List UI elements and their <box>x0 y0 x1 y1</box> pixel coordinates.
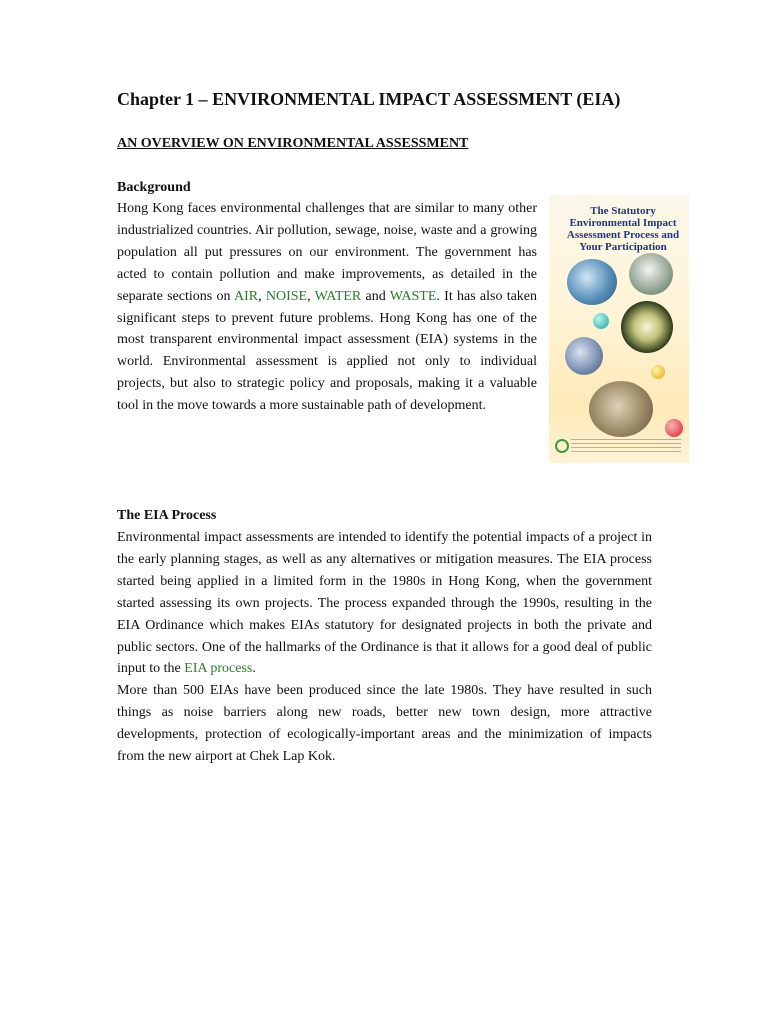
air-link[interactable]: AIR <box>233 288 259 304</box>
epd-logo-icon <box>555 439 569 453</box>
brochure-cover-title: The Statutory Environmental Impact Assessment Process and Your Participation <box>566 205 680 253</box>
brochure-cover-image <box>549 195 689 463</box>
people-photo <box>589 381 653 437</box>
brochure-footer-text <box>571 439 681 455</box>
eia-process-heading: The EIA Process <box>117 508 217 523</box>
city-photo <box>565 337 603 375</box>
teal-ball <box>593 313 609 329</box>
flowers-photo <box>621 301 673 353</box>
waste-link[interactable]: WASTE <box>389 288 437 304</box>
background-heading: Background <box>117 180 191 195</box>
water-link[interactable]: WATER <box>314 288 362 304</box>
bird-photo <box>629 253 673 295</box>
eia-process-paragraph-2: More than 500 EIAs have been produced since the late 1980s. They have resulted in such things as noise barriers along new roads, better new town design, more attractive developments, protection of ecologically-important areas and the minimization of impacts from the new airport at Chek Lap Kok. <box>117 683 652 764</box>
eia-process-link[interactable]: EIA process <box>184 661 253 677</box>
eia-process-paragraph-1: Environmental impact assessments are intended to identify the potential impacts of a project in the early planning stages, as well as any alternatives or mitigation measures. The EIA process started being applied in a limited form in the 1980s in Hong Kong, when the government started assessing its own projects. The process expanded through the 1990s, resulting in the EIA Ordinance which makes EIAs statutory for designated projects in both the private and public sectors. One of the hallmarks of the Ordinance is that it allows for a good deal of public input to the EIA process. <box>117 530 652 677</box>
noise-link[interactable]: NOISE <box>265 288 308 304</box>
overview-heading: AN OVERVIEW ON ENVIRONMENTAL ASSESSMENT <box>117 136 469 151</box>
chapter-title: Chapter 1 – ENVIRONMENTAL IMPACT ASSESSMENT (EIA) <box>117 89 621 109</box>
background-paragraph: Hong Kong faces environmental challenges that are similar to many other industrialized countries. Air pollution, sewage, noise, waste and a growing population all put pressures on our environment. The government has acted to contain pollution and make improvements, as detailed in the separate sections on AIR, NOISE, WATER and WASTE. It has also taken significant steps to prevent future problems. Hong Kong has one of the most transparent environmental impact assessment (EIA) systems in the world. Environmental assessment is applied not only to individual projects, but also to strategic policy and proposals, making it a valuable tool in the move towards a more sustainable path of development. <box>117 201 538 414</box>
harbour-photo <box>567 259 617 305</box>
red-ball <box>665 419 683 437</box>
yellow-ball <box>651 365 665 379</box>
